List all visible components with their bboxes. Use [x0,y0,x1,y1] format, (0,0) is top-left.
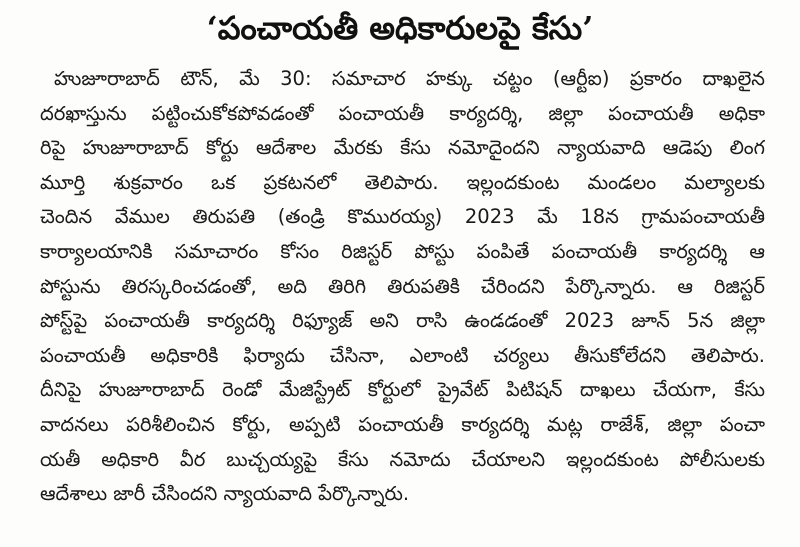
article-line: రిపై హుజూరాబాద్ కోర్టు ఆదేశాల మేరకు కేసు నమోదైందని న్యాయవాది ఆడెపు లింగ [40,136,765,160]
article-line: దీనిపై హుజూరాబాద్ రెండో మేజిస్ట్రేట్ కోర్టులో ప్రైవేట్ పిటిషన్ దాఖలు చేయగా, కేసు [40,378,765,402]
article-line: హుజూరాబాద్ టౌన్, మే 30: సమాచార హక్కు చట్టం (ఆర్టీఐ) ప్రకారం దాఖలైన [54,67,765,90]
headline [0,6,800,50]
article-line: పోస్ట్‌పై పంచాయతీ కార్యదర్శి రిఫ్యూజ్ అని రాసి ఉండడంతో 2023 జూన్ 5న జిల్లా [40,309,765,333]
article-line: చెందిన వేముల తిరుపతి (తండ్రి కొమురయ్య) 2023 మే 18న గ్రామపంచాయతీ [40,205,765,229]
article-line: పంచాయతీ అధికారికి ఫిర్యాదు చేసినా, ఎలాంటి చర్యలు తీసుకోలేదని తెలిపారు. [40,343,765,367]
article-line: కార్యాలయానికి సమాచారం కోసం రిజిస్టర్ పోస్టు పంపితే పంచాయతీ కార్యదర్శి ఆ [40,239,765,263]
article-line: వాదనలు పరిశీలించిన కోర్టు, అప్పటి పంచాయతీ కార్యదర్శి మట్ల రాజేశ్, జిల్లా పంచా [40,412,765,436]
article-body [40,62,765,512]
article-line: యతీ అధికారి వీర బుచ్చయ్యపై కేసు నమోదు చేయాలని ఇల్లందకుంట పోలీసులకు [40,447,765,471]
article-line: ఆదేశాలు జారీ చేసిందని న్యాయవాది పేర్కొన్నారు. [40,482,410,506]
headline-text: పంచాయతీ అధికారులపై కేసు [217,9,583,47]
headline-quote-close: ’ [582,9,594,47]
headline-quote-open: ‘ [206,9,218,47]
article-line: మూర్తి శుక్రవారం ఒక ప్రకటనలో తెలిపారు. ఇల్లందకుంట మండలం మల్యాలకు [40,170,765,194]
article-line: దరఖాస్తును పట్టించుకోకపోవడంతో పంచాయతీ కార్యదర్శి, జిల్లా పంచాయతీ అధికా [40,101,765,125]
article-line: పోస్టును తిరస్కరించడంతో, అది తిరిగి తిరుపతికి చేరిందని పేర్కొన్నారు. ఆ రిజిస్టర్ [40,274,765,298]
